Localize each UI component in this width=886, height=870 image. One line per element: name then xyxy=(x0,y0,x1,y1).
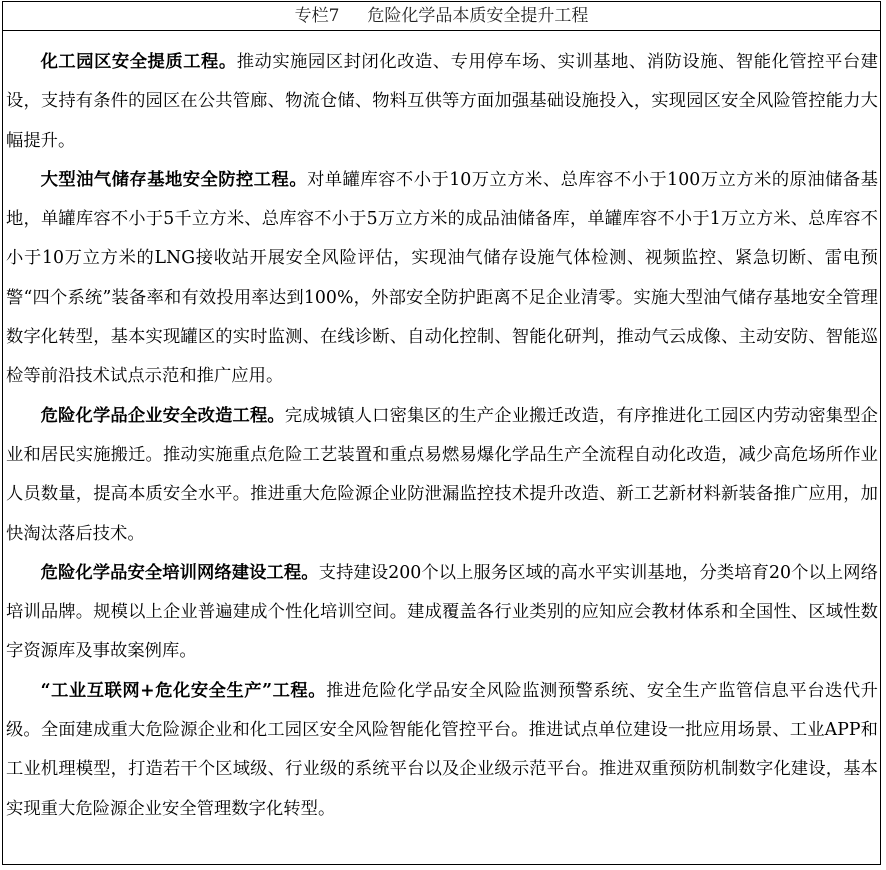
section-heading: “工业互联网+危化安全生产”工程。 xyxy=(40,680,327,701)
column-label: 专栏7 xyxy=(294,6,340,26)
section-enterprise-upgrade xyxy=(6,397,878,554)
section-text: 完成城镇人口密集区的生产企业搬迁改造，有序推进化工园区内劳动密集型企业和居民实施搬迁。推动实施重点危险工艺装置和重点易燃易爆化学品生产全流程自动化改造，减少高危场所作业人员数量，提高本质安全水平。推进重大危险源企业防泄漏监控技术提升改造、新工艺新材料新装备推广应用，加快淘汰落后技术。 xyxy=(6,405,879,544)
section-chemical-park xyxy=(6,43,878,161)
column-box xyxy=(2,1,881,865)
section-heading: 大型油气储存基地安全防控工程。 xyxy=(40,169,308,190)
section-oil-gas-storage xyxy=(6,161,878,397)
column-body xyxy=(3,31,880,829)
section-text: 推进危险化学品安全风险监测预警系统、安全生产监管信息平台迭代升级。全面建成重大危险源企业和化工园区安全风险智能化管控平台。推进试点单位建设一批应用场景、工业APP和工业机理模型，打造若干个区域级、行业级的系统平台以及企业级示范平台。推进双重预防机制数字化建设，基本实现重大危险源企业安全管理数字化转型。 xyxy=(6,680,878,819)
section-text: 支持建设200个以上服务区域的高水平实训基地，分类培育20个以上网络培训品牌。规模以上企业普遍建成个性化培训空间。建成覆盖各行业类别的应知应会教材体系和全国性、区域性数字资源库及事故案例库。 xyxy=(6,562,878,662)
section-heading: 化工园区安全提质工程。 xyxy=(40,52,237,72)
section-heading: 危险化学品企业安全改造工程。 xyxy=(40,405,285,426)
section-text: 对单罐库容不小于10万立方米、总库容不小于100万立方米的原油储备基地，单罐库容不小于5千立方米、总库容不小于5万立方米的成品油储备库，单罐库容不小于1万立方米、总库容不小于10万立方米的LNG接收站开展安全风险评估，实现油气储存设施气体检测、视频监控、紧急切断、雷电预警“四个系统”装备率和有效投用率达到100%，外部安全防护距离不足企业清零。实施大型油气储存基地安全管理数字化转型，基本实现罐区的实时监测、在线诊断、自动化控制、智能化研判，推动气云成像、主动安防、智能巡检等前沿技术试点示范和推广应用。 xyxy=(6,169,878,387)
column-header xyxy=(3,2,880,31)
column-title: 危险化学品本质安全提升工程 xyxy=(367,6,589,26)
section-heading: 危险化学品安全培训网络建设工程。 xyxy=(40,562,319,583)
section-industrial-internet xyxy=(6,672,878,829)
section-text: 推动实施园区封闭化改造、专用停车场、实训基地、消防设施、智能化管控平台建设，支持有条件的园区在公共管廊、物流仓储、物料互供等方面加强基础设施投入，实现园区安全风险管控能力大幅提升。 xyxy=(6,52,878,151)
section-training-network xyxy=(6,554,878,672)
